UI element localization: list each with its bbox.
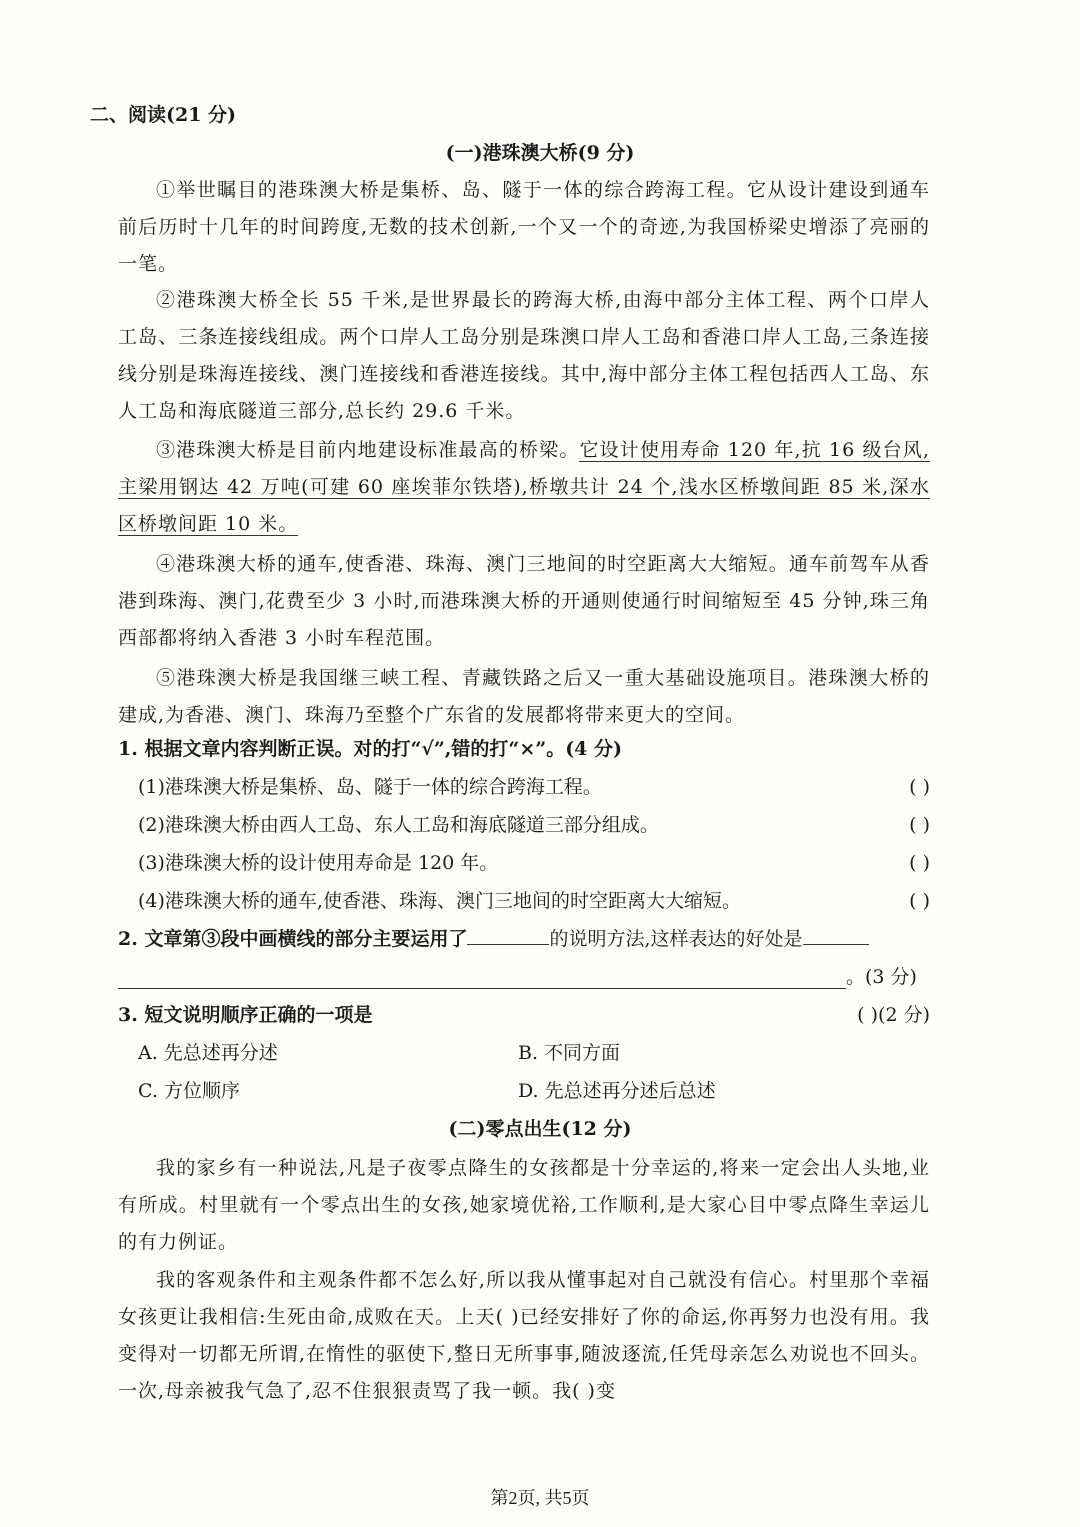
question-1-item-4: [138, 886, 930, 916]
q3-option-d[interactable]: D. 先总述再分述后总述: [518, 1080, 716, 1102]
answer-paren[interactable]: ( ): [909, 814, 930, 836]
p3-plain-text: ③港珠澳大桥是目前内地建设标准最高的桥梁。: [156, 439, 580, 461]
item-text: (3)港珠澳大桥的设计使用寿命是 120 年。: [138, 852, 499, 874]
item-text: (1)港珠澳大桥是集桥、岛、隧于一体的综合跨海工程。: [138, 776, 602, 798]
answer-paren[interactable]: ( ): [909, 852, 930, 874]
article1-paragraph-3: [118, 432, 930, 543]
q2-text-2: 的说明方法,这样表达的好处是: [549, 928, 803, 950]
answer-paren[interactable]: ( ): [909, 890, 930, 912]
item-text: (4)港珠澳大桥的通车,使香港、珠海、澳门三地间的时空距离大大缩短。: [138, 890, 741, 912]
q3-option-b[interactable]: B. 不同方面: [518, 1042, 621, 1064]
question-1-item-3: [138, 848, 930, 878]
answer-paren[interactable]: ( ): [909, 776, 930, 798]
article1-paragraph-5: ⑤港珠澳大桥是我国继三峡工程、青藏铁路之后又一重大基础设施项目。港珠澳大桥的建成,为香港、澳门、珠海乃至整个广东省的发展都将带来更大的空间。: [118, 667, 930, 726]
q2-text-1: 2. 文章第③段中画横线的部分主要运用了: [118, 928, 468, 950]
q3-option-a[interactable]: A. 先总述再分述: [138, 1042, 278, 1064]
article2-paragraph-2: 我的客观条件和主观条件都不怎么好,所以我从懂事起对自己就没有信心。村里那个幸福女孩更让我相信:生死由命,成败在天。上天( )已经安排好了你的命运,你再努力也没有用。我变得对一切都无所谓,在惰性的驱使下,整日无所事事,随波逐流,任凭母亲怎么劝说也不回头。一次,母亲被我气急了,忍不住狠狠责骂了我一顿。我( )变: [118, 1269, 930, 1402]
question-1-stem: 1. 根据文章内容判断正误。对的打“√”,错的打“×”。(4 分): [118, 738, 623, 760]
q3-answer-paren[interactable]: ( )(2 分): [857, 1004, 930, 1026]
article2-paragraph-1: 我的家乡有一种说法,凡是子夜零点降生的女孩都是十分幸运的,将来一定会出人头地,业有所成。村里就有一个零点出生的女孩,她家境优裕,工作顺利,是大家心目中零点降生幸运儿的有力例证。: [118, 1157, 930, 1253]
q2-benefit-blank-line[interactable]: [118, 988, 846, 989]
article1-paragraph-1: ①举世瞩目的港珠澳大桥是集桥、岛、隧于一体的综合跨海工程。它从设计建设到通车前后历时十几年的时间跨度,无数的技术创新,一个又一个的奇迹,为我国桥梁史增添了亮丽的一笔。: [118, 179, 930, 275]
p3-underlined-text: 它设计使用寿命 120 年,抗 16 级台风,主梁用钢达 42 万吨(可建 60 座埃菲尔铁塔),桥墩共计 24 个,浅水区桥墩间距 85 米,深水区桥墩间距 10 米。: [118, 439, 930, 535]
q2-benefit-blank-start[interactable]: [803, 924, 869, 945]
question-1-item-1: [138, 772, 930, 802]
article2-title: (二)零点出生(12 分): [448, 1118, 632, 1140]
section-title: 二、阅读(21 分): [90, 104, 237, 126]
q3-option-c[interactable]: C. 方位顺序: [138, 1080, 240, 1102]
article1-paragraph-2: ②港珠澳大桥全长 55 千米,是世界最长的跨海大桥,由海中部分主体工程、两个口岸人工岛、三条连接线组成。两个口岸人工岛分别是珠澳口岸人工岛和香港口岸人工岛,三条连接线分别是珠海连接线、澳门连接线和香港连接线。其中,海中部分主体工程包括西人工岛、东人工岛和海底隧道三部分,总长约 29.6 千米。: [118, 289, 930, 422]
question-1-item-2: [138, 810, 930, 840]
question-3-row: [118, 1000, 930, 1030]
page-footer: 第2页, 共5页: [490, 1488, 590, 1508]
q3-stem: 3. 短文说明顺序正确的一项是: [118, 1004, 373, 1026]
q2-method-blank[interactable]: [467, 924, 549, 945]
question-2-stem: [118, 924, 930, 954]
article1-paragraph-4: ④港珠澳大桥的通车,使香港、珠海、澳门三地间的时空距离大大缩短。通车前驾车从香港到珠海、澳门,花费至少 3 小时,而港珠澳大桥的开通则使通行时间缩短至 45 分钟,珠三角西部都将纳入香港 3 小时车程范围。: [118, 553, 930, 649]
item-text: (2)港珠澳大桥由西人工岛、东人工岛和海底隧道三部分组成。: [138, 814, 659, 836]
q2-score: 。(3 分): [846, 966, 917, 988]
article1-title: (一)港珠澳大桥(9 分): [445, 142, 635, 164]
